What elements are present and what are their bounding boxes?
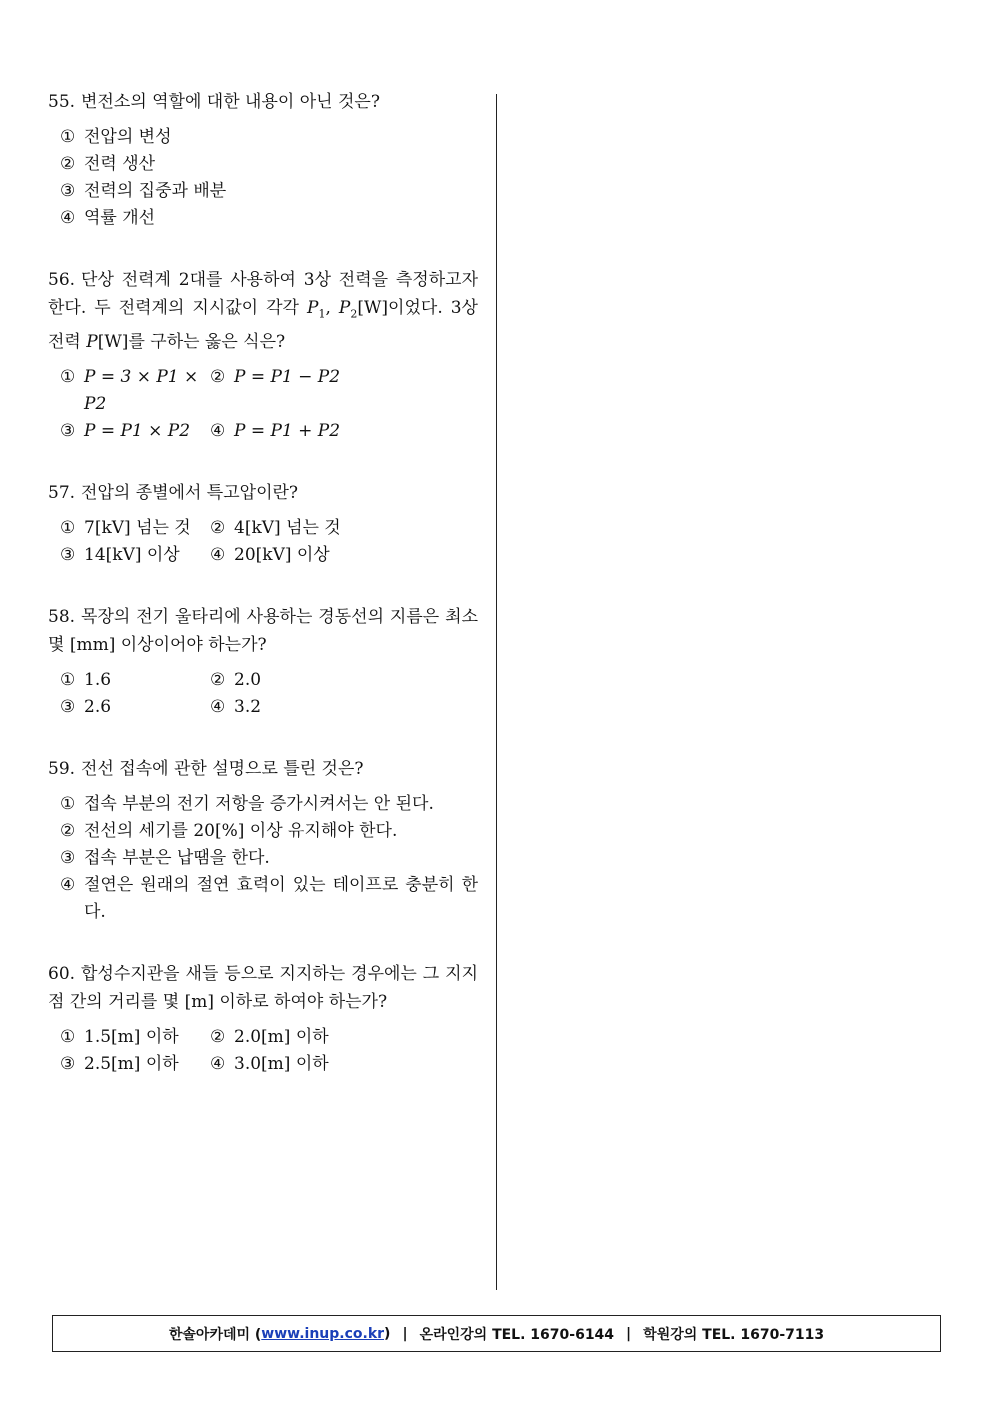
question-stem [48, 603, 478, 659]
question-text: 단상 전력계 2대를 사용하여 3상 전력을 측정하고자 한다. 두 전력계의 지시값이 각각 [48, 270, 478, 318]
option-2 [210, 364, 340, 418]
option-2 [210, 1024, 329, 1051]
option-text: 1.6 [84, 670, 112, 691]
option-mark: ④ [210, 545, 226, 566]
options [48, 791, 478, 926]
option-text: 3.2 [234, 697, 262, 718]
option-text: 전력의 집중과 배분 [84, 181, 227, 201]
option-mark: ② [60, 154, 76, 174]
option-4 [210, 694, 261, 721]
option-mark: ④ [210, 421, 226, 442]
option-text: 4[kV] 넘는 것 [234, 518, 341, 539]
option-mark: ② [210, 670, 226, 691]
option-text: 2.0 [234, 670, 262, 691]
option-4 [210, 1051, 329, 1078]
option-mark: ① [60, 367, 76, 388]
options [48, 515, 478, 569]
option-mark: ④ [210, 1054, 226, 1075]
question-stem [48, 88, 478, 116]
options [48, 124, 478, 232]
option-text: P = P1 − P2 [234, 367, 341, 388]
question-text: 변전소의 역할에 대한 내용이 아닌 것은? [81, 92, 380, 112]
option-mark: ① [60, 670, 76, 691]
question-text: 목장의 전기 울타리에 사용하는 경동선의 지름은 최소 몇 [mm] 이상이어야 하는가? [48, 607, 478, 656]
option-2 [210, 515, 341, 542]
option-text: P = 3 × P1 × P2 [84, 367, 199, 415]
option-mark: ① [60, 127, 76, 147]
option-mark: ② [60, 821, 76, 842]
question-stem [48, 479, 478, 507]
question-59 [48, 755, 478, 926]
math-subscript: 1 [318, 307, 326, 321]
option-mark: ① [60, 518, 76, 539]
question-56 [48, 266, 478, 445]
question-number: 57. [48, 483, 76, 504]
question-text: 전압의 종별에서 특고압이란? [81, 483, 299, 504]
option-mark: ③ [60, 1054, 76, 1075]
page-footer [52, 1315, 941, 1352]
option-3 [60, 178, 478, 205]
math-subscript: 2 [350, 307, 358, 321]
option-text: 2.6 [84, 697, 112, 718]
option-text: 2.5[m] 이하 [84, 1054, 179, 1075]
option-mark: ④ [60, 208, 76, 228]
option-2 [60, 818, 478, 845]
option-2 [210, 667, 261, 694]
option-mark: ③ [60, 421, 76, 442]
math-symbol: P [306, 298, 319, 318]
option-text: 2.0[m] 이하 [234, 1027, 329, 1048]
option-3 [60, 845, 478, 872]
question-text: 합성수지관을 새들 등으로 지지하는 경우에는 그 지지점 간의 거리를 몇 [m] 이하로 하여야 하는가? [48, 964, 478, 1013]
option-1 [60, 791, 478, 818]
option-2 [60, 151, 478, 178]
option-4 [210, 542, 330, 569]
option-4 [60, 205, 478, 232]
option-text: 접속 부분의 전기 저항을 증가시켜서는 안 된다. [84, 794, 434, 815]
option-mark: ① [60, 794, 76, 815]
option-mark: ③ [60, 848, 76, 869]
options [48, 667, 478, 721]
footer-separator: | [402, 1325, 408, 1342]
footer-separator: | [626, 1325, 632, 1342]
question-number: 59. [48, 759, 76, 780]
option-4 [210, 418, 340, 445]
comma: , [325, 298, 339, 318]
question-number: 60. [48, 964, 76, 985]
question-column [48, 88, 478, 1112]
option-text: 전력 생산 [84, 154, 156, 174]
question-stem [48, 266, 478, 356]
question-stem [48, 960, 478, 1016]
option-4 [60, 872, 478, 926]
options [48, 1024, 478, 1078]
footer-online-tel: 온라인강의 TEL. 1670-6144 [419, 1326, 615, 1343]
option-text: 1.5[m] 이하 [84, 1027, 179, 1048]
option-3 [60, 1051, 210, 1078]
options [48, 364, 478, 445]
question-number: 56. [48, 270, 76, 290]
question-text: 전선 접속에 관한 설명으로 틀린 것은? [81, 759, 364, 780]
footer-website-link[interactable]: www.inup.co.kr [261, 1325, 385, 1342]
question-text: [W]이었다. 3상 전력 [48, 298, 478, 353]
option-text: 역률 개선 [84, 208, 156, 228]
option-mark: ④ [60, 875, 76, 896]
option-mark: ④ [210, 697, 226, 718]
option-text: P = P1 + P2 [234, 421, 341, 442]
option-text: 7[kV] 넘는 것 [84, 518, 191, 539]
option-text: 전선의 세기를 20[%] 이상 유지해야 한다. [84, 821, 398, 842]
option-mark: ② [210, 367, 226, 388]
option-1 [60, 364, 210, 418]
option-mark: ② [210, 518, 226, 539]
option-mark: ② [210, 1027, 226, 1048]
option-1 [60, 515, 210, 542]
option-mark: ③ [60, 545, 76, 566]
question-number: 55. [48, 92, 76, 112]
option-mark: ③ [60, 181, 76, 201]
option-mark: ③ [60, 697, 76, 718]
option-text: 절연은 원래의 절연 효력이 있는 테이프로 충분히 한다. [84, 875, 478, 923]
math-p1 [306, 298, 326, 321]
option-text: 20[kV] 이상 [234, 545, 330, 566]
footer-paren-close: ) [384, 1325, 391, 1342]
question-number: 58. [48, 607, 76, 628]
question-stem [48, 755, 478, 783]
option-1 [60, 1024, 210, 1051]
column-divider [496, 94, 497, 1290]
option-3 [60, 694, 210, 721]
option-text: 3.0[m] 이하 [234, 1054, 329, 1075]
option-text: 접속 부분은 납땜을 한다. [84, 848, 270, 869]
option-text: P = P1 × P2 [84, 421, 191, 442]
footer-academy-tel: 학원강의 TEL. 1670-7113 [643, 1326, 825, 1343]
math-p: P [86, 332, 98, 353]
option-text: 전압의 변성 [84, 127, 172, 147]
option-text: 14[kV] 이상 [84, 545, 180, 566]
question-60 [48, 960, 478, 1078]
question-text: [W]를 구하는 옳은 식은? [97, 332, 286, 353]
option-1 [60, 667, 210, 694]
option-1 [60, 124, 478, 151]
math-p2 [338, 298, 358, 321]
option-mark: ① [60, 1027, 76, 1048]
question-57 [48, 479, 478, 569]
question-58 [48, 603, 478, 721]
question-55 [48, 88, 478, 232]
option-3 [60, 418, 210, 445]
math-symbol: P [338, 298, 351, 318]
option-3 [60, 542, 210, 569]
footer-academy-name: 한솔아카데미 ( [168, 1326, 262, 1343]
